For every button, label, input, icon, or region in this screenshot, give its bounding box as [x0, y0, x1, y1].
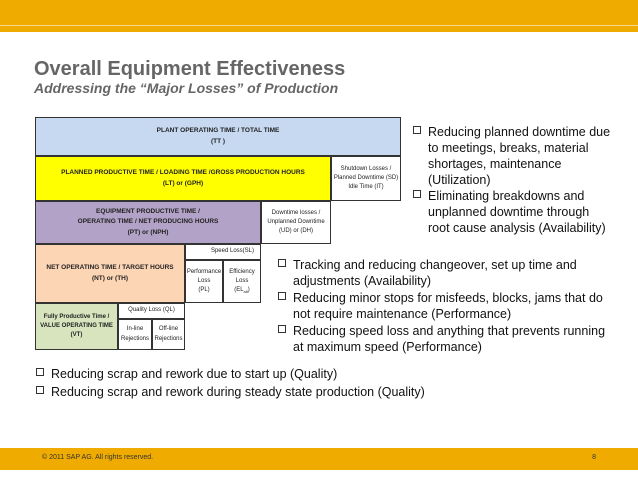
equipment-productive-time-box — [35, 201, 261, 244]
bullet-text: Reducing minor stops for misfeeds, blocks, jams that do not require maintenance (Performance) — [293, 291, 603, 321]
efficiency-loss-line2 — [234, 286, 250, 295]
equipment-productive-time-line2: OPERATING TIME / NET PRODUCING HOURS — [77, 218, 219, 226]
plant-operating-time-abbr: (TT ) — [210, 137, 226, 145]
planned-productive-time-label: PLANNED PRODUCTIVE TIME / LOADING TIME /GROSS PRODUCTION HOURS — [61, 169, 305, 177]
checkbox-bullet-icon — [36, 386, 44, 394]
shutdown-losses-box — [331, 156, 401, 201]
speed-loss-header — [185, 244, 261, 260]
checkbox-bullet-icon — [278, 259, 286, 267]
downtime-losses-line1: Downtime losses / — [271, 209, 321, 216]
efficiency-loss-abbr-open: (EL — [234, 287, 244, 294]
equipment-productive-time-line1: EQUIPMENT PRODUCTIVE TIME / — [95, 208, 200, 216]
inline-rejections-line2: Rejections — [120, 335, 149, 342]
planned-productive-time-box — [35, 156, 331, 201]
plant-operating-time-label: PLANT OPERATING TIME / TOTAL TIME — [156, 127, 280, 135]
bullet-text: Tracking and reducing changeover, set up time and adjustments (Availability) — [293, 258, 577, 288]
quality-loss-label: Quality Loss (QL) — [128, 307, 175, 314]
bullet-text: Reducing speed loss and anything that prevents running at maximum speed (Performance) — [293, 324, 606, 354]
net-operating-time-box — [35, 244, 185, 303]
efficiency-loss-line1: Efficiency Loss — [229, 268, 255, 284]
planned-productive-time-abbr: (LT) or (GPH) — [162, 179, 204, 187]
fully-productive-time-line2: VALUE OPERATING TIME — [40, 322, 113, 329]
bullet-item — [36, 384, 596, 400]
efficiency-loss-box — [223, 260, 261, 303]
slide-title: Overall Equipment Effectiveness — [34, 58, 346, 80]
downtime-losses-line3: (UD) or (DH) — [279, 228, 313, 235]
bullet-text: Reducing planned downtime due to meetings, breaks, material shortages, maintenance (Utilization) — [428, 125, 611, 187]
shutdown-losses-line3: Idle Time (IT) — [348, 184, 384, 191]
equipment-productive-time-line3: (PT) or (NPH) — [127, 228, 169, 236]
performance-loss-line3: (PL) — [198, 287, 210, 294]
efficiency-loss-subscript: alt — [243, 289, 248, 295]
checkbox-bullet-icon — [278, 325, 286, 333]
bullet-item — [278, 257, 618, 289]
copyright-notice: © 2011 SAP AG. All rights reserved. — [42, 454, 154, 461]
header-line — [0, 25, 638, 26]
shutdown-losses-line1: Shutdown Losses / — [340, 165, 392, 172]
fully-productive-time-line3: (VT) — [70, 332, 83, 339]
checkbox-bullet-icon — [413, 190, 421, 198]
plant-operating-time-box — [35, 117, 401, 156]
downtime-losses-line2: Unplanned Downtime — [267, 218, 325, 225]
inline-rejections-line1: In-line — [126, 326, 144, 333]
net-operating-time-line2: (NT) or (TH) — [91, 274, 129, 282]
bullet-item — [278, 290, 618, 322]
offline-rejections-line1: Off-line — [158, 326, 179, 333]
header-bar — [0, 0, 638, 32]
net-operating-time-line1: NET OPERATING TIME / TARGET HOURS — [46, 264, 174, 272]
checkbox-bullet-icon — [413, 126, 421, 134]
offline-rejections-line2: Rejections — [154, 335, 183, 342]
fully-productive-time-line1: Fully Productive Time / — [43, 313, 110, 320]
bullet-item — [278, 323, 618, 355]
efficiency-loss-abbr-close: ) — [247, 287, 250, 294]
bullet-text: Reducing scrap and rework due to start up (Quality) — [51, 367, 338, 381]
performance-loss-box — [185, 260, 223, 303]
checkbox-bullet-icon — [36, 368, 44, 376]
shutdown-losses-line2: Planned Downtime (SD) — [333, 174, 399, 181]
fully-productive-time-box — [35, 303, 118, 350]
bullet-text: Eliminating breakdowns and unplanned downtime through root cause analysis (Availability) — [428, 189, 606, 235]
bullet-item — [413, 188, 613, 236]
speed-loss-label: Speed Loss(SL) — [210, 248, 254, 255]
performance-loss-line1: Performance — [186, 268, 222, 275]
inline-rejections-box — [118, 319, 152, 350]
slide-subtitle: Addressing the “Major Losses” of Production — [34, 80, 339, 96]
performance-loss-line2: Loss — [197, 277, 211, 284]
page-number: 8 — [592, 454, 596, 461]
quality-loss-header — [118, 303, 185, 319]
checkbox-bullet-icon — [278, 292, 286, 300]
offline-rejections-box — [152, 319, 185, 350]
bullet-item — [413, 124, 613, 188]
downtime-losses-box — [261, 201, 331, 244]
bullet-text: Reducing scrap and rework during steady state production (Quality) — [51, 385, 425, 399]
bullet-item — [36, 366, 596, 382]
